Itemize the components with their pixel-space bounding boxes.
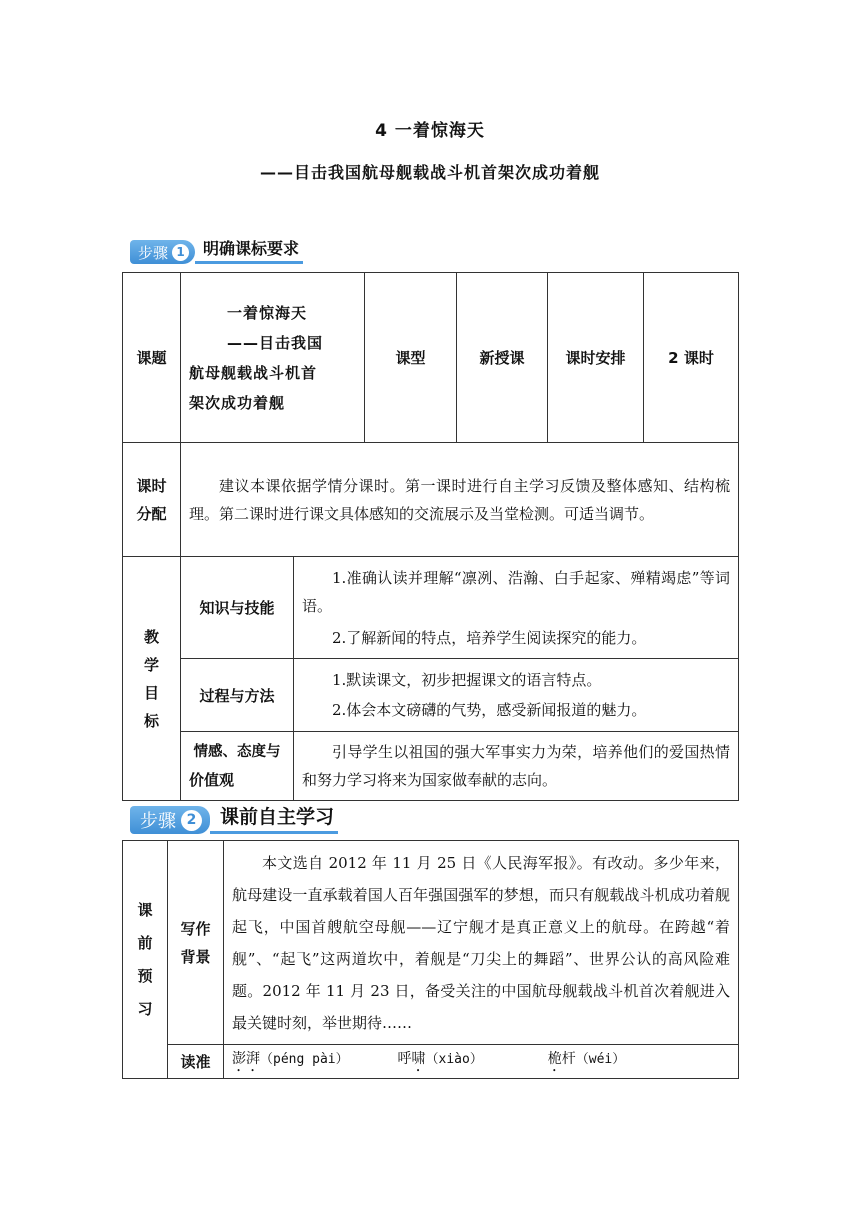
table-row xyxy=(123,1045,739,1079)
process-item-1: 1.默读课文，初步把握课文的语言特点。 xyxy=(332,671,602,689)
schedule-label: 课时安排 xyxy=(548,273,644,443)
step2-title: 课前自主学习 xyxy=(210,804,338,834)
topic-line-2: ——目击我国 xyxy=(227,333,324,352)
preview-char: 前 xyxy=(137,933,153,952)
goals-label xyxy=(123,557,181,801)
reading-word-2: 呼啸 xyxy=(397,1051,426,1067)
emotion-label xyxy=(181,732,294,801)
step1-title: 明确课标要求 xyxy=(195,238,303,264)
process-cell xyxy=(294,659,739,732)
preview-char: 课 xyxy=(137,900,153,919)
reading-word-1: 澎湃 xyxy=(232,1051,260,1067)
background-label-line1: 写作 xyxy=(180,919,211,938)
emotion-text: 引导学生以祖国的强大军事实力为荣，培养他们的爱国热情和努力学习将来为国家做奉献的志向。 xyxy=(302,743,731,789)
allocation-label-line1: 课时 xyxy=(136,476,167,495)
topic-value xyxy=(181,273,365,443)
topic-line-1: 一着惊海天 xyxy=(227,303,308,322)
knowledge-item-1: 1.准确认读并理解“凛冽、浩瀚、白手起家、殚精竭虑”等词语。 xyxy=(302,568,731,615)
reading-word-3: 桅杆 xyxy=(547,1051,576,1067)
emotion-label-line2: 价值观 xyxy=(189,771,235,789)
knowledge-item-2: 2.了解新闻的特点，培养学生阅读探究的能力。 xyxy=(332,628,647,647)
curriculum-table xyxy=(122,272,739,801)
goals-char: 标 xyxy=(143,711,159,730)
table-row xyxy=(123,659,739,732)
preview-char: 预 xyxy=(137,966,153,985)
goals-char: 学 xyxy=(143,655,159,674)
background-cell xyxy=(224,841,739,1045)
allocation-label-line2: 分配 xyxy=(136,504,167,523)
reading-cell xyxy=(224,1045,739,1079)
emotion-cell xyxy=(294,732,739,801)
emotion-label-line1: 情感、态度与 xyxy=(193,744,281,760)
allocation-text-cell xyxy=(181,443,739,557)
table-row xyxy=(123,443,739,557)
reading-pinyin-3: （wéi） xyxy=(575,1052,626,1067)
goals-char: 目 xyxy=(143,683,159,702)
step2-tag-text: 步骤 xyxy=(140,811,176,832)
reading-pinyin-2: （xiào） xyxy=(425,1052,483,1067)
table-row xyxy=(123,841,739,1045)
allocation-label xyxy=(123,443,181,557)
topic-line-3: 航母舰载战斗机首 xyxy=(189,363,318,382)
step1-banner xyxy=(130,238,303,264)
lesson-title: 4 一着惊海天 xyxy=(375,121,485,141)
reading-label: 读准 xyxy=(168,1045,224,1079)
step1-tag-text: 步骤 xyxy=(138,243,169,262)
reading-pinyin-1: （péng pài） xyxy=(260,1052,349,1067)
background-label xyxy=(168,841,224,1045)
goals-char: 教 xyxy=(143,627,159,646)
step1-number-badge: 1 xyxy=(172,244,189,261)
topic-line-4: 架次成功着舰 xyxy=(189,393,286,412)
preview-label xyxy=(123,841,168,1079)
process-item-2: 2.体会本文磅礴的气势，感受新闻报道的魅力。 xyxy=(332,701,647,719)
schedule-value: 2 课时 xyxy=(644,273,739,443)
topic-label: 课题 xyxy=(123,273,181,443)
type-value: 新授课 xyxy=(457,273,548,443)
background-label-line2: 背景 xyxy=(180,947,211,966)
step2-tag xyxy=(130,806,210,834)
preview-char: 习 xyxy=(137,999,153,1018)
reading-word-2-dot: 啸 xyxy=(411,1051,426,1067)
preview-table xyxy=(122,840,739,1079)
step1-tag xyxy=(130,240,195,264)
knowledge-cell xyxy=(294,557,739,659)
lesson-subtitle: ——目击我国航母舰载战斗机首架次成功着舰 xyxy=(259,163,600,182)
process-label: 过程与方法 xyxy=(181,659,294,732)
type-label: 课型 xyxy=(365,273,457,443)
knowledge-label: 知识与技能 xyxy=(181,557,294,659)
step2-number-badge: 2 xyxy=(181,810,202,831)
background-text: 本文选自 2012 年 11 月 25 日《人民海军报》。有改动。多少年来，航母建设一直承载着国人百年强国强军的梦想，而只有舰载战斗机成功着舰起飞，中国首艘航空母舰——辽宁舰才是真正意义上的航母。在跨越“着舰”、“起飞”这两道坎中，着舰是“刀尖上的舞蹈”、世界公认的高风险难题。2012 年 11 月 23 日，备受关注的中国航母舰载战斗机首次着舰进入最关键时刻，举世期待…… xyxy=(232,853,730,1032)
table-row xyxy=(123,273,739,443)
table-row xyxy=(123,557,739,659)
table-row xyxy=(123,732,739,801)
step2-banner xyxy=(130,804,338,834)
allocation-text: 建议本课依据学情分课时。第一课时进行自主学习反馈及整体感知、结构梳理。第二课时进行课文具体感知的交流展示及当堂检测。可适当调节。 xyxy=(189,476,731,523)
